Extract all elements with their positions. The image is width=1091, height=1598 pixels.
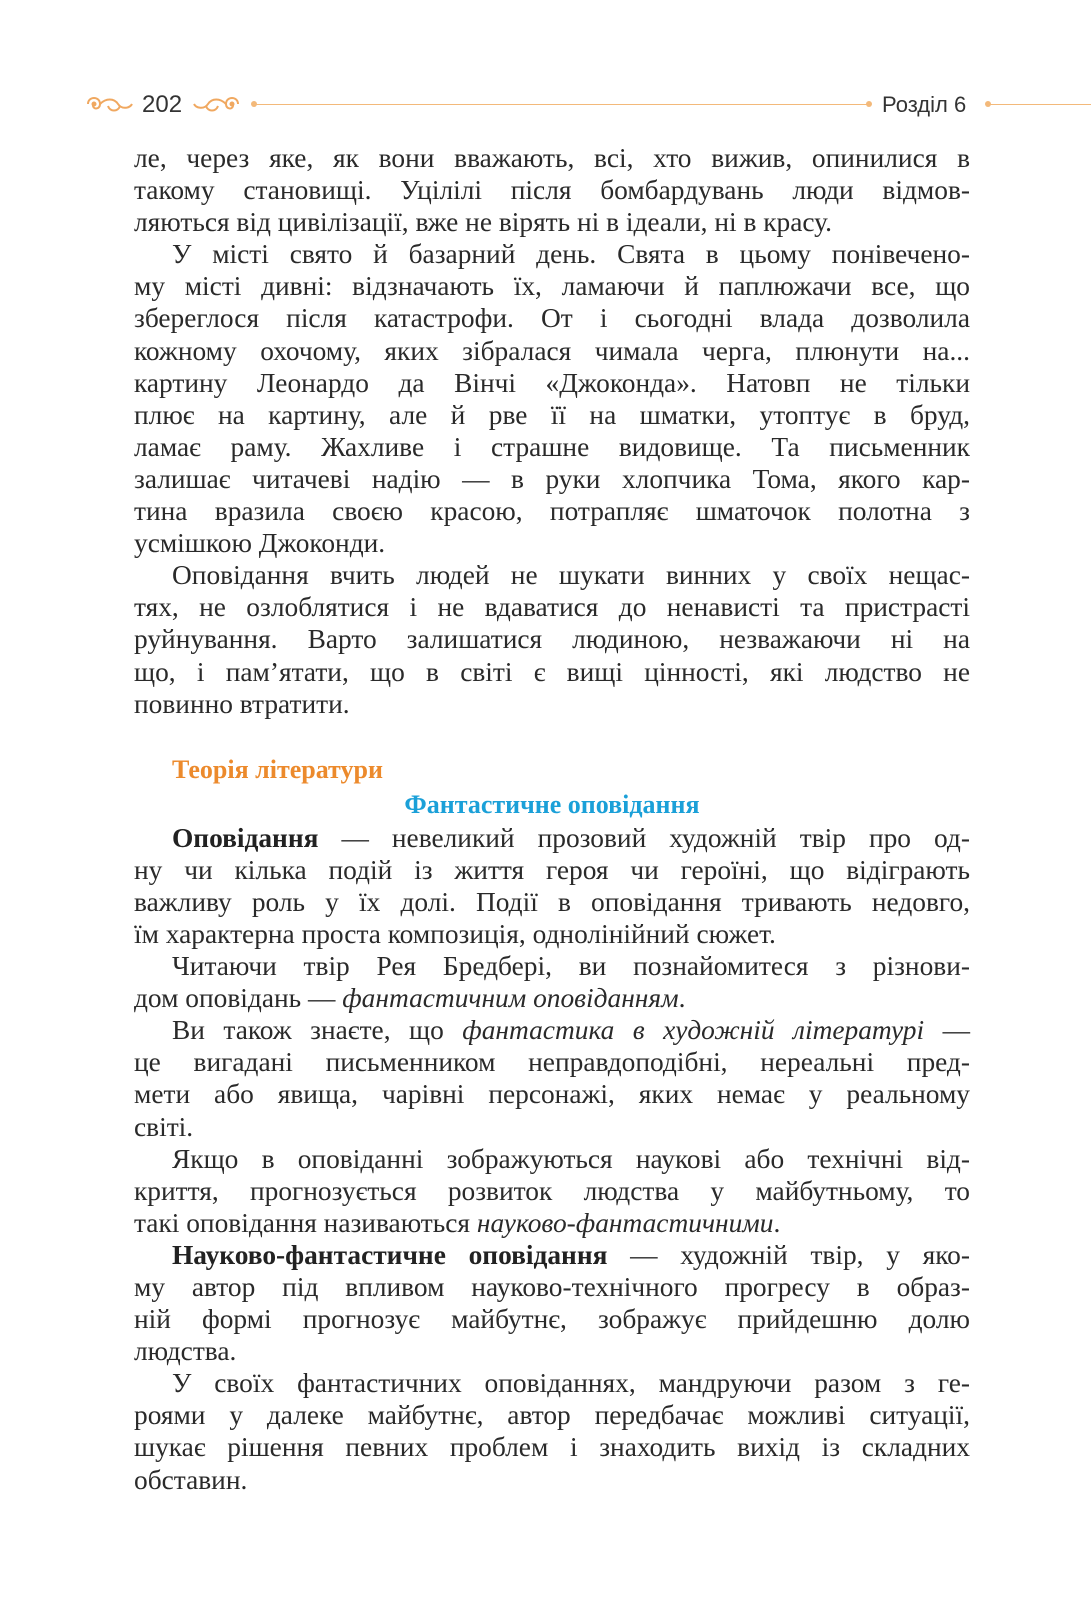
theory-heading: Теорія літератури [172,754,383,784]
text-line [134,1207,970,1239]
term-bold: Науково-фантастичне оповідання [172,1239,608,1270]
text-line: тина вразила своєю красою, потрапляє шматочок полотна з [134,496,970,527]
text-line: тях, не озлоблятися і не вдаватися до ненависті та пристрасті [134,592,970,623]
page-number: 202 [142,91,183,118]
text-line: ну чи кілька подій із життя героя чи героїні, що відіграють [134,854,970,885]
text-line: ній формі прогнозує майбутнє, зображує прийдешню долю [134,1304,970,1335]
text-line: повинно втратити. [134,688,350,719]
text-line: му місті дивні: відзначають їх, ламаючи й паплюжачи все, що [134,271,970,302]
text-line: це вигадані письменником неправдоподібні, нереальні пред- [134,1047,970,1078]
text-line: му автор під впливом науково-технічного прогресу в образ- [134,1272,970,1302]
italic-term: науково-фантастичними [476,1207,774,1238]
text-fragment: — [924,1015,970,1046]
text-line: мети або явища, чарівні персонажі, яких немає у реальному [134,1079,970,1110]
paragraph-5 [134,950,970,1014]
term-bold: Оповідання [172,822,319,853]
text-line: плює на картину, але й рве її на шматки, утоптує в бруд, [134,399,970,430]
right-ornament-icon [190,92,242,116]
text-line: У місті свято й базарний день. Свята в цьому понівечено- [172,239,970,270]
text-line: кожному охочому, яких зібралася чимала черга, плюнути на... [134,335,970,366]
paragraph-2 [134,238,970,559]
text-line [134,982,970,1014]
text-line: роями у далеке майбутнє, автор передбачає можливі ситуації, [134,1400,970,1431]
paragraph-3 [134,559,970,719]
text-line: збереглося після катастрофи. От і сьогодні влада дозволила [134,303,970,334]
text-line: Оповідання вчить людей не шукати винних у своїх нещас- [172,560,970,591]
text-line [134,1014,970,1046]
paragraph-9 [134,1367,970,1495]
sub-heading: Фантастичне оповідання [404,789,700,819]
section-gap [134,720,970,752]
paragraph-7 [134,1143,970,1239]
text-line [134,822,970,854]
text-fragment: Ви також знаєте, що [172,1015,463,1046]
section-label: Розділ 6 [882,92,967,117]
header-rule-right [990,104,1091,105]
text-line: У своїх фантастичних оповіданнях, мандруючи разом з ге- [172,1368,970,1399]
text-line: такому становищі. Уцілілі після бомбардувань люди відмов- [134,175,970,206]
text-fragment: . [678,983,686,1014]
text-line: людства. [134,1336,237,1367]
text-fragment: дом оповідань — [134,983,343,1014]
text-line: ламає раму. Жахливе і страшне видовище. Та письменник [134,431,970,462]
text-line: картину Леонардо да Вінчі «Джоконда». Натовп не тільки [134,367,970,398]
text-line [134,1239,970,1271]
text-fragment: — художній твір, у яко- [607,1239,970,1270]
text-line: залишає читачеві надію — в руки хлопчика Тома, якого кар- [134,463,970,494]
text-fragment: такі оповідання називаються [134,1207,477,1238]
italic-term: фантастика в художній літературі [462,1015,925,1046]
text-line: шукає рішення певних проблем і знаходить вихід із складних [134,1432,970,1463]
text-line: Якщо в оповіданні зображуються наукові або технічні від- [172,1143,970,1174]
text-fragment: — невеликий прозовий художній твір про од- [318,822,970,853]
page-content [134,142,970,1496]
left-ornament-icon [84,92,136,116]
text-line: ле, через яке, як вони вважають, всі, хто вижив, опинилися в [134,143,970,173]
text-line: усмішкою Джоконди. [134,528,386,559]
text-line: Читаючи твір Рея Бредбері, ви познайомитеся з різнови- [172,951,970,982]
text-line: руйнування. Варто залишатися людиною, незважаючи ні на [134,624,970,655]
paragraph-4 [134,822,970,950]
rule-end-dot [866,101,872,107]
paragraph-1 [134,142,970,238]
text-line: обставин. [134,1464,248,1495]
text-line: що, і пам’ятати, що в світі є вищі цінності, які людство не [134,656,970,687]
paragraph-6 [134,1014,970,1142]
text-fragment: . [773,1207,781,1238]
paragraph-8 [134,1239,970,1367]
text-line: світі. [134,1111,194,1142]
header-rule [255,104,870,105]
text-line: їм характерна проста композиція, однолінійний сюжет. [134,918,776,949]
page-header [0,84,1091,128]
italic-term: фантастичним оповіданням [342,983,679,1014]
text-line: криття, прогнозується розвиток людства у майбутньому, то [134,1175,970,1206]
text-line: ляються від цивілізації, вже не вірять ні в ідеали, ні в красу. [134,207,832,238]
text-line: важливу роль у їх долі. Події в оповідання тривають недовго, [134,886,970,917]
